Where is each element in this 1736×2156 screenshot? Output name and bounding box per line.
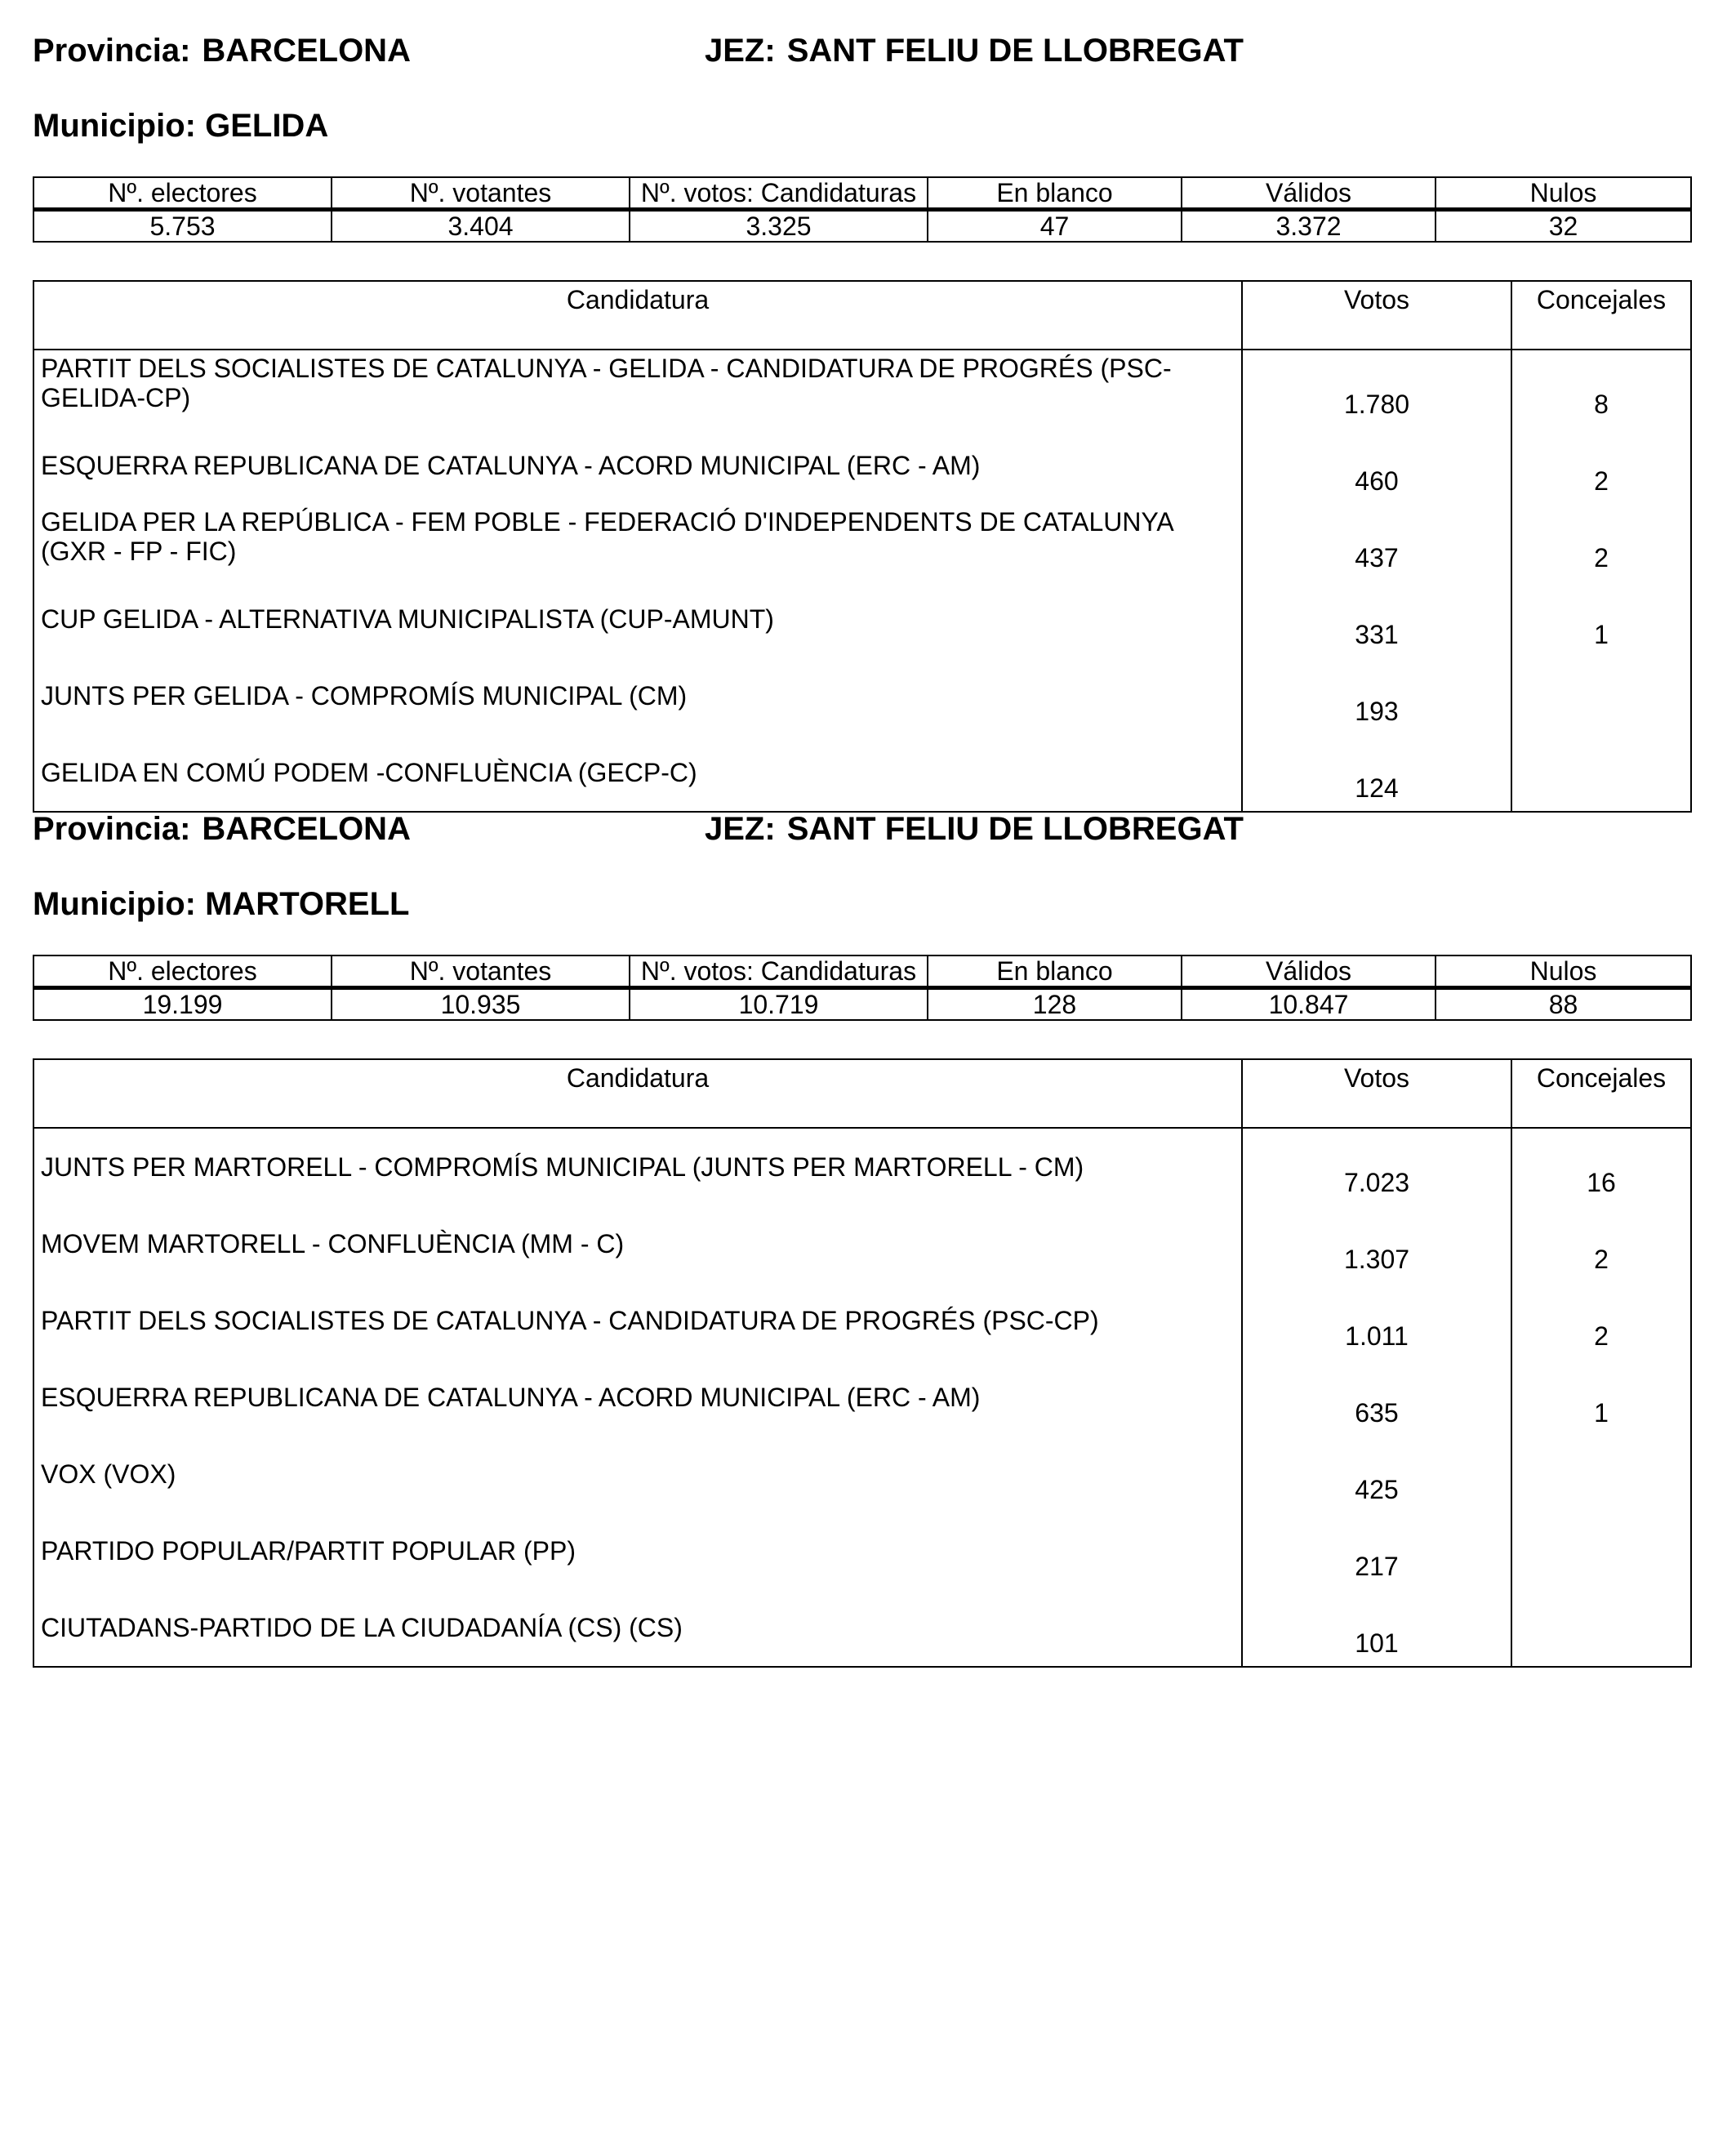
summary-value-cell: 88 — [1436, 988, 1691, 1021]
provincia-value: BARCELONA — [202, 33, 411, 69]
summary-value-cell: 10.847 — [1182, 988, 1436, 1021]
results-header-row — [33, 281, 1691, 350]
summary-header-cell: Nulos — [1436, 177, 1691, 210]
votos-value: 1.307 — [1242, 1205, 1511, 1282]
jez-value: SANT FELIU DE LLOBREGAT — [786, 33, 1244, 69]
concejales-value: 16 — [1511, 1128, 1691, 1205]
concejales-value: 2 — [1511, 504, 1691, 581]
municipio-value: MARTORELL — [205, 886, 410, 922]
candidatura-line: GELIDA PER LA REPÚBLICA - FEM POBLE - FEDERACIÓ D'INDEPENDENTS DE CATALUNYA — [41, 507, 1174, 537]
summary-value-cell: 3.404 — [332, 210, 630, 243]
results-header-candidatura: Candidatura — [33, 1059, 1242, 1128]
table-row — [33, 427, 1691, 504]
provincia-field — [33, 804, 411, 853]
municipality-section-martorell — [33, 804, 1690, 1668]
summary-value-cell: 3.325 — [630, 210, 928, 243]
summary-header-cell: Válidos — [1182, 177, 1436, 210]
table-row — [33, 657, 1691, 734]
provincia-label: Provincia: — [33, 33, 191, 69]
summary-header-cell: Nº. votos: Candidaturas — [630, 177, 928, 210]
table-row — [33, 1205, 1691, 1282]
table-row — [33, 1589, 1691, 1667]
summary-header-row — [33, 956, 1691, 988]
concejales-value: 8 — [1511, 350, 1691, 427]
table-row — [33, 734, 1691, 812]
concejales-value — [1511, 1436, 1691, 1512]
municipio-label: Municipio: — [33, 886, 196, 922]
summary-value-cell: 10.719 — [630, 988, 928, 1021]
results-header-candidatura: Candidatura — [33, 281, 1242, 350]
concejales-value: 2 — [1511, 427, 1691, 504]
summary-header-cell: En blanco — [928, 956, 1182, 988]
results-table — [33, 1058, 1692, 1668]
summary-header-cell: Nº. votantes — [332, 956, 630, 988]
jez-label: JEZ: — [705, 33, 776, 69]
votos-value: 425 — [1242, 1436, 1511, 1512]
candidatura-name: CIUTADANS-PARTIDO DE LA CIUDADANÍA (CS) (CS) — [33, 1589, 1242, 1667]
jez-field — [705, 26, 1244, 75]
candidatura-name — [33, 350, 1242, 427]
concejales-value — [1511, 1589, 1691, 1667]
jez-label: JEZ: — [705, 811, 776, 847]
summary-value-cell: 128 — [928, 988, 1182, 1021]
summary-header-cell: Nº. electores — [33, 956, 332, 988]
summary-table — [33, 955, 1692, 1021]
results-table — [33, 280, 1692, 813]
concejales-value: 1 — [1511, 581, 1691, 657]
results-header-votos: Votos — [1242, 1059, 1511, 1128]
municipio-field — [33, 101, 1690, 150]
candidatura-line: GELIDA-CP) — [41, 383, 191, 412]
summary-header-cell: Nº. votos: Candidaturas — [630, 956, 928, 988]
votos-value: 1.011 — [1242, 1282, 1511, 1359]
table-row — [33, 1359, 1691, 1436]
municipio-field — [33, 880, 1690, 929]
summary-header-cell: Nulos — [1436, 956, 1691, 988]
candidatura-name: PARTIDO POPULAR/PARTIT POPULAR (PP) — [33, 1512, 1242, 1589]
table-row — [33, 1436, 1691, 1512]
concejales-value: 2 — [1511, 1282, 1691, 1359]
table-row — [33, 1512, 1691, 1589]
summary-header-cell: Nº. votantes — [332, 177, 630, 210]
candidatura-line: (GXR - FP - FIC) — [41, 537, 237, 566]
summary-values-row — [33, 210, 1691, 243]
candidatura-name — [33, 504, 1242, 581]
concejales-value: 2 — [1511, 1205, 1691, 1282]
summary-value-cell: 10.935 — [332, 988, 630, 1021]
summary-value-cell: 3.372 — [1182, 210, 1436, 243]
provincia-label: Provincia: — [33, 811, 191, 847]
summary-value-cell: 32 — [1436, 210, 1691, 243]
candidatura-line: PARTIT DELS SOCIALISTES DE CATALUNYA - GELIDA - CANDIDATURA DE PROGRÉS (PSC- — [41, 354, 1172, 383]
votos-value: 124 — [1242, 734, 1511, 812]
results-header-concejales: Concejales — [1511, 281, 1691, 350]
table-row — [33, 1128, 1691, 1205]
candidatura-name: CUP GELIDA - ALTERNATIVA MUNICIPALISTA (CUP-AMUNT) — [33, 581, 1242, 657]
votos-value: 460 — [1242, 427, 1511, 504]
summary-header-row — [33, 177, 1691, 210]
votos-value: 635 — [1242, 1359, 1511, 1436]
candidatura-name: GELIDA EN COMÚ PODEM -CONFLUÈNCIA (GECP-C) — [33, 734, 1242, 812]
candidatura-name: PARTIT DELS SOCIALISTES DE CATALUNYA - CANDIDATURA DE PROGRÉS (PSC-CP) — [33, 1282, 1242, 1359]
concejales-value — [1511, 657, 1691, 734]
summary-value-cell: 47 — [928, 210, 1182, 243]
votos-value: 331 — [1242, 581, 1511, 657]
results-header-votos: Votos — [1242, 281, 1511, 350]
votos-value: 101 — [1242, 1589, 1511, 1667]
candidatura-name: ESQUERRA REPUBLICANA DE CATALUNYA - ACORD MUNICIPAL (ERC - AM) — [33, 1359, 1242, 1436]
candidatura-name: ESQUERRA REPUBLICANA DE CATALUNYA - ACORD MUNICIPAL (ERC - AM) — [33, 427, 1242, 504]
table-row — [33, 1282, 1691, 1359]
concejales-value — [1511, 734, 1691, 812]
candidatura-name: JUNTS PER GELIDA - COMPROMÍS MUNICIPAL (CM) — [33, 657, 1242, 734]
summary-header-cell: En blanco — [928, 177, 1182, 210]
votos-value: 7.023 — [1242, 1128, 1511, 1205]
municipality-section-gelida — [33, 26, 1690, 813]
candidatura-name: MOVEM MARTORELL - CONFLUÈNCIA (MM - C) — [33, 1205, 1242, 1282]
municipio-value: GELIDA — [205, 108, 329, 144]
table-row — [33, 581, 1691, 657]
summary-value-cell: 5.753 — [33, 210, 332, 243]
concejales-value — [1511, 1512, 1691, 1589]
votos-value: 193 — [1242, 657, 1511, 734]
results-header-row — [33, 1059, 1691, 1128]
section-header — [33, 26, 1690, 75]
summary-values-row — [33, 988, 1691, 1021]
candidatura-name: JUNTS PER MARTORELL - COMPROMÍS MUNICIPAL (JUNTS PER MARTORELL - CM) — [33, 1128, 1242, 1205]
section-header — [33, 804, 1690, 853]
summary-value-cell: 19.199 — [33, 988, 332, 1021]
jez-value: SANT FELIU DE LLOBREGAT — [786, 811, 1244, 847]
candidatura-name: VOX (VOX) — [33, 1436, 1242, 1512]
jez-field — [705, 804, 1244, 853]
votos-value: 217 — [1242, 1512, 1511, 1589]
table-row — [33, 350, 1691, 427]
summary-header-cell: Nº. electores — [33, 177, 332, 210]
votos-value: 1.780 — [1242, 350, 1511, 427]
table-row — [33, 504, 1691, 581]
provincia-field — [33, 26, 411, 75]
results-header-concejales: Concejales — [1511, 1059, 1691, 1128]
provincia-value: BARCELONA — [202, 811, 411, 847]
concejales-value: 1 — [1511, 1359, 1691, 1436]
summary-header-cell: Válidos — [1182, 956, 1436, 988]
municipio-label: Municipio: — [33, 108, 196, 144]
votos-value: 437 — [1242, 504, 1511, 581]
summary-table — [33, 176, 1692, 243]
